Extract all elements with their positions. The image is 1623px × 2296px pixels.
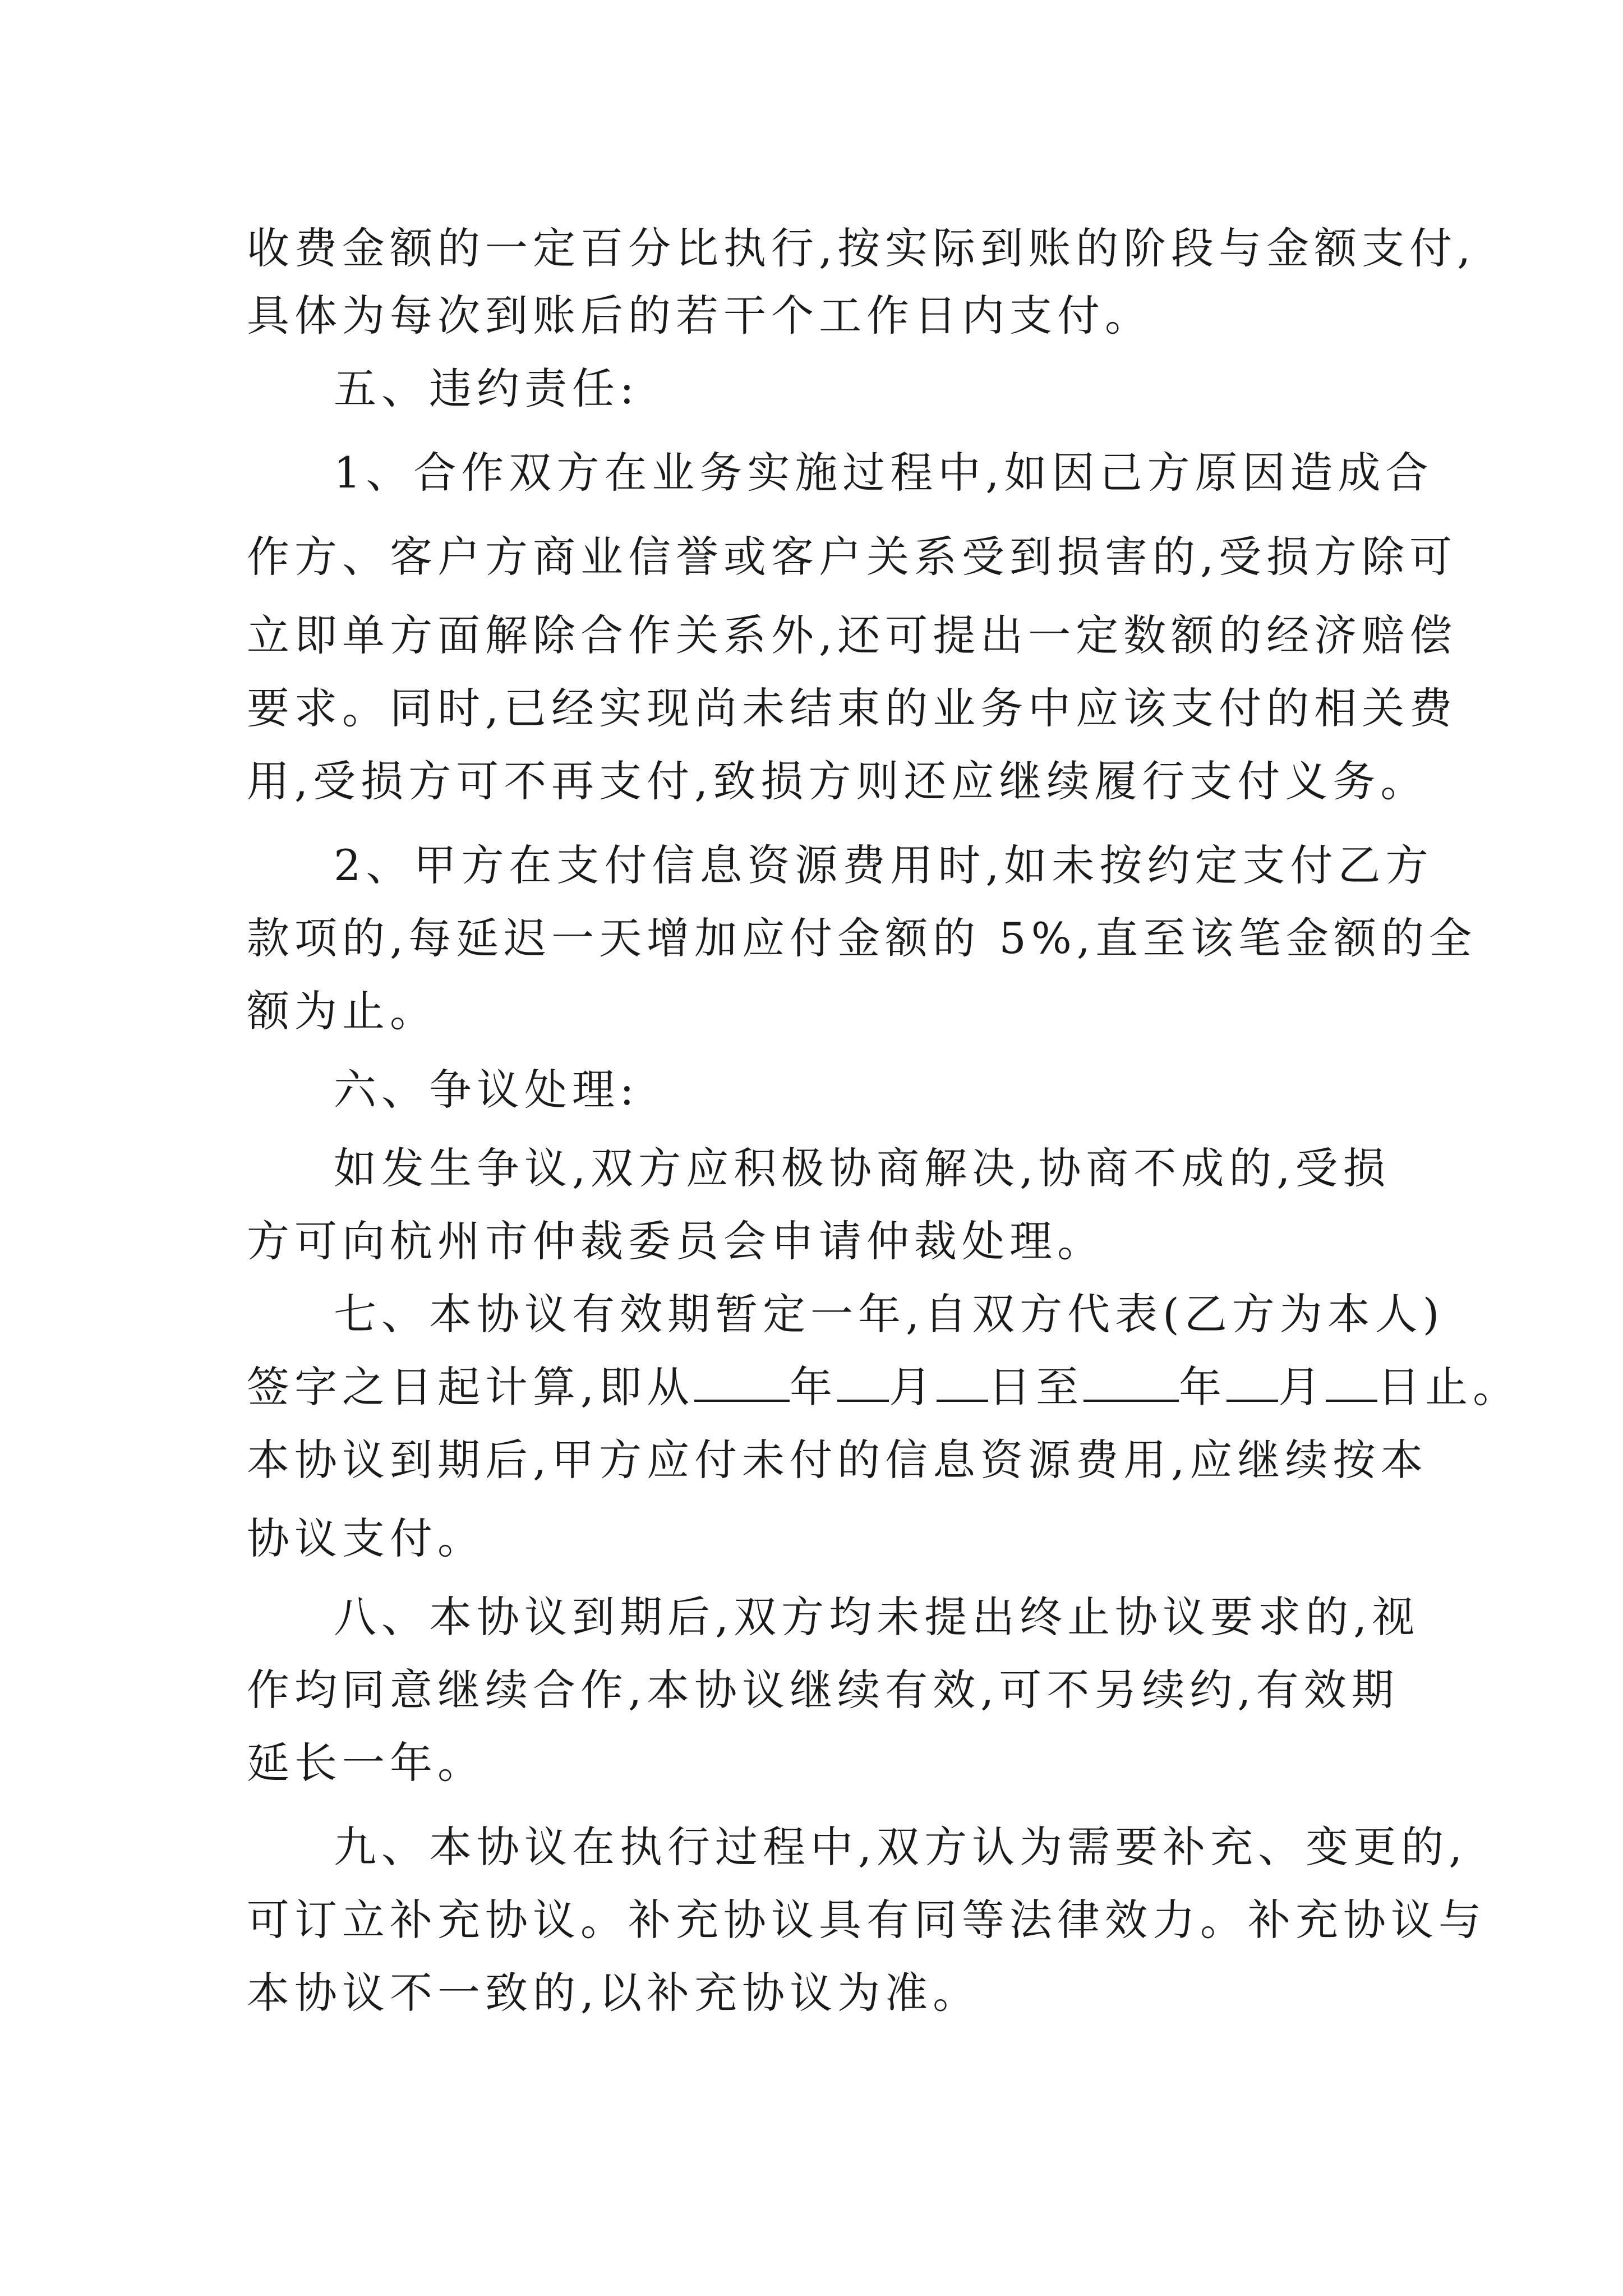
text-line: 协议支付。 [247,1513,485,1563]
section-heading: 六、争议处理: [334,1065,639,1115]
text-line: 1、合作双方在业务实施过程中,如因己方原因造成合 [334,448,1433,498]
text-line: 七、本协议有效期暂定一年,自双方代表(乙方为本人) [334,1289,1445,1339]
month-label: 月 [1278,1362,1326,1412]
text-line: 本协议不一致的,以补充协议为准。 [247,1968,981,2018]
text-line: 要求。同时,已经实现尚未结束的业务中应该支付的相关费 [247,683,1458,733]
date-range-line [247,1359,1520,1415]
month-blank [1227,1363,1278,1402]
text-line: 立即单方面解除合作关系外,还可提出一定数额的经济赔偿 [247,610,1458,660]
text-line: 作方、客户方商业信誉或客户关系受到损害的,受损方除可 [247,532,1458,582]
text-line: 八、本协议到期后,双方均未提出终止协议要求的,视 [334,1592,1420,1642]
text-line: 九、本协议在执行过程中,双方认为需要补充、变更的, [334,1822,1468,1872]
day-blank [937,1363,988,1402]
text-line: 本协议到期后,甲方应付未付的信息资源费用,应继续按本 [247,1435,1428,1485]
text-line: 方可向杭州市仲裁委员会申请仲裁处理。 [247,1216,1105,1266]
year-blank [1083,1363,1179,1402]
day-label: 日止。 [1377,1362,1521,1412]
text-line: 收费金额的一定百分比执行,按实际到账的阶段与金额支付, [247,223,1476,273]
text-line: 作均同意继续合作,本协议继续有效,可不另续约,有效期 [247,1665,1399,1715]
text-line: 额为止。 [247,986,437,1036]
month-blank [837,1363,889,1402]
year-label: 年 [1179,1362,1227,1412]
day-label: 日至 [988,1362,1084,1412]
date-prefix: 签字之日起计算,即从 [247,1362,695,1412]
text-line: 延长一年。 [247,1738,485,1788]
text-line: 款项的,每延迟一天增加应付金额的 5%,直至该笔金额的全 [247,913,1477,963]
text-line: 2、甲方在支付信息资源费用时,如未按约定支付乙方 [334,840,1433,890]
text-line: 如发生争议,双方应积极协商解决,协商不成的,受损 [334,1143,1391,1193]
month-label: 月 [889,1362,937,1412]
text-line: 用,受损方可不再支付,致损方则还应继续履行支付义务。 [247,756,1428,806]
year-blank [694,1363,790,1402]
text-line: 具体为每次到账后的若干个工作日内支付。 [247,291,1152,341]
text-line: 可订立补充协议。补充协议具有同等法律效力。补充协议与 [247,1895,1486,1945]
day-blank [1326,1363,1377,1402]
section-heading: 五、违约责任: [334,364,639,413]
year-label: 年 [790,1362,838,1412]
